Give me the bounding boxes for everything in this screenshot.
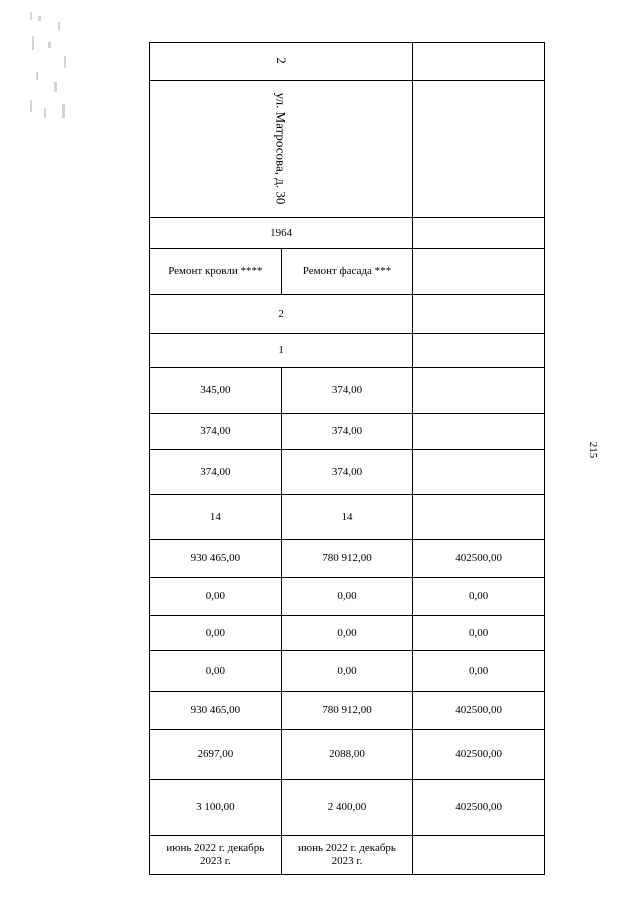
table-row <box>150 616 545 651</box>
table-row <box>150 540 545 578</box>
cell: 374,00 <box>150 450 282 495</box>
table-row <box>150 414 545 450</box>
table-row <box>150 249 545 295</box>
cell: 374,00 <box>281 414 413 450</box>
cell: 3 100,00 <box>150 780 282 836</box>
table-row <box>150 780 545 836</box>
scan-artifact <box>28 12 70 122</box>
empty-cell <box>413 334 545 368</box>
empty-cell <box>413 836 545 875</box>
cell: 374,00 <box>150 414 282 450</box>
table-row <box>150 651 545 692</box>
cell: 0,00 <box>413 616 545 651</box>
year: 1964 <box>270 226 293 239</box>
table-row <box>150 368 545 414</box>
row-number: 2 <box>273 57 289 64</box>
cell: 2088,00 <box>281 730 413 780</box>
cell: 14 <box>150 495 282 540</box>
table-row <box>150 692 545 730</box>
table-row <box>150 495 545 540</box>
table-row <box>150 578 545 616</box>
page-number: 215 <box>587 441 599 459</box>
address-cell <box>150 81 413 218</box>
table-row <box>150 450 545 495</box>
year-cell <box>150 218 413 249</box>
work-type-facade: Ремонт фасада *** <box>281 249 413 295</box>
period-cell <box>281 836 413 875</box>
cell: 0,00 <box>150 651 282 692</box>
address: ул. Матросова, д. 30 <box>273 92 289 204</box>
cell: 0,00 <box>281 651 413 692</box>
cell: 930 465,00 <box>150 540 282 578</box>
cell <box>413 495 545 540</box>
cell: 374,00 <box>281 368 413 414</box>
empty-cell <box>413 218 545 249</box>
count-item: 1 <box>150 334 413 368</box>
cell <box>413 450 545 495</box>
cell: 0,00 <box>281 578 413 616</box>
count-work-types: 2 <box>150 295 413 334</box>
cell: 0,00 <box>413 651 545 692</box>
cell: 0,00 <box>413 578 545 616</box>
data-table <box>149 42 545 875</box>
cell: 0,00 <box>150 616 282 651</box>
cell: 780 912,00 <box>281 692 413 730</box>
cell: 402500,00 <box>413 780 545 836</box>
empty-cell <box>413 249 545 295</box>
work-type-roof: Ремонт кровли **** <box>150 249 282 295</box>
period-roof: июнь 2022 г. декабрь 2023 г. <box>166 842 265 867</box>
cell: 402500,00 <box>413 540 545 578</box>
cell: 2697,00 <box>150 730 282 780</box>
period-facade: июнь 2022 г. декабрь 2023 г. <box>298 842 396 867</box>
cell: 402500,00 <box>413 692 545 730</box>
table-row <box>150 334 545 368</box>
cell: 345,00 <box>150 368 282 414</box>
row-number-cell <box>150 43 413 81</box>
cell: 0,00 <box>281 616 413 651</box>
empty-cell <box>413 81 545 218</box>
cell: 780 912,00 <box>281 540 413 578</box>
period-cell <box>150 836 282 875</box>
empty-cell <box>413 43 545 81</box>
empty-cell <box>413 295 545 334</box>
cell: 374,00 <box>281 450 413 495</box>
table-row <box>150 730 545 780</box>
table-row <box>150 295 545 334</box>
cell <box>413 414 545 450</box>
table-row <box>150 81 545 218</box>
cell: 930 465,00 <box>150 692 282 730</box>
table-row <box>150 836 545 875</box>
cell: 402500,00 <box>413 730 545 780</box>
cell: 2 400,00 <box>281 780 413 836</box>
cell: 14 <box>281 495 413 540</box>
cell: 0,00 <box>150 578 282 616</box>
cell <box>413 368 545 414</box>
table-row <box>150 218 545 249</box>
table-row <box>150 43 545 81</box>
